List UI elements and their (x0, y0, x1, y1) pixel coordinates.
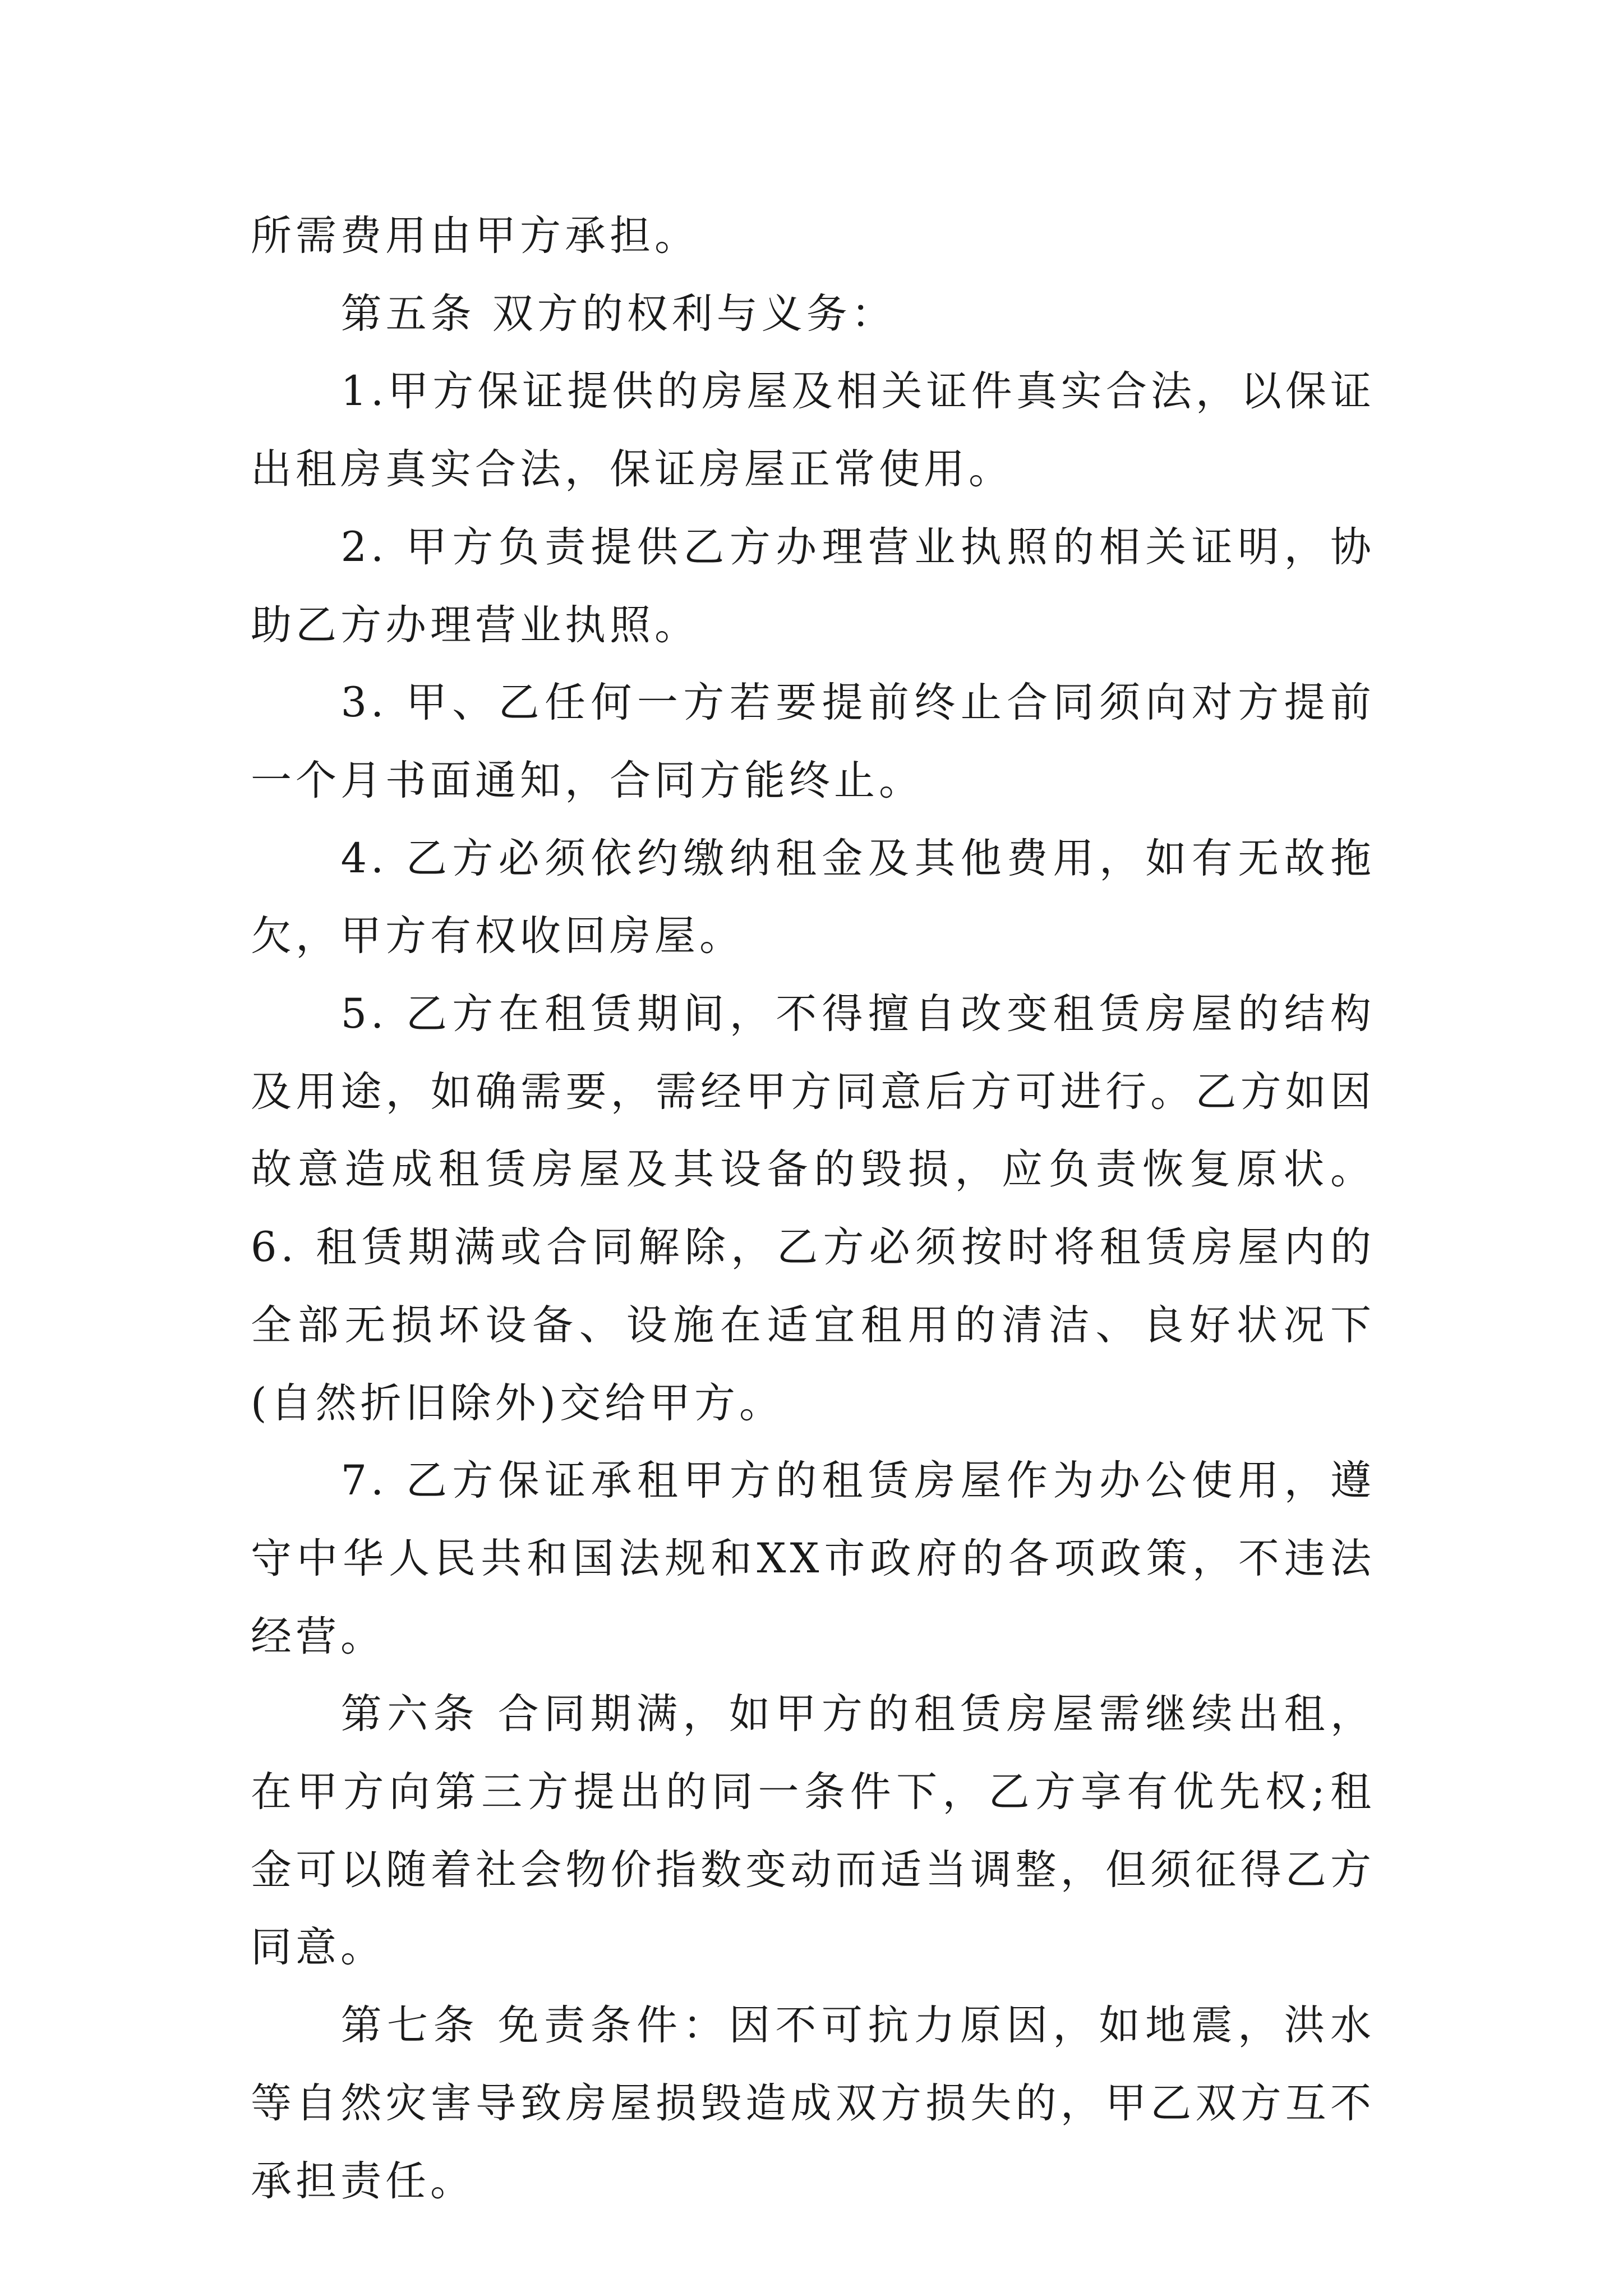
paragraph-article-5-heading: 第五条 双方的权利与义务： (340, 289, 896, 338)
paragraph-article-6: 第六条 合同期满，如甲方的租赁房屋需继续出租，在甲方向第三方提出的同一条件下，乙方享有优先权;租金可以随着社会物价指数变动而适当调整，但须征得乙方同意。 (251, 1690, 1375, 1972)
paragraph-item-4: 4. 乙方必须依约缴纳租金及其他费用，如有无故拖欠，甲方有权收回房屋。 (251, 834, 1375, 960)
paragraph-item-5-6: 5. 乙方在租赁期间，不得擅自改变租赁房屋的结构及用途，如确需要，需经甲方同意后方可进行。乙方如因故意造成租赁房屋及其设备的毁损，应负责恢复原状。 6. 租赁期满或合同解除，乙方必须按时将租赁房屋内的全部无损坏设备、设施在适宜租用的清洁、良好状况下(自然折旧除外)交给甲方。 (251, 990, 1375, 1427)
paragraph-article-7: 第七条 免责条件：因不可抗力原因，如地震，洪水等自然灾害导致房屋损毁造成双方损失的，甲乙双方互不承担责任。 (251, 2001, 1375, 2205)
paragraph-item-1: 1.甲方保证提供的房屋及相关证件真实合法，以保证出租房真实合法，保证房屋正常使用。 (251, 367, 1375, 494)
paragraph-item-2: 2. 甲方负责提供乙方办理营业执照的相关证明，协助乙方办理营业执照。 (251, 523, 1375, 649)
paragraph-item-7: 7. 乙方保证承租甲方的租赁房屋作为办公使用，遵守中华人民共和国法规和XX市政府的各项政策，不违法经营。 (251, 1457, 1375, 1660)
document-body (251, 197, 1375, 2220)
paragraph-continuation: 所需费用由甲方承担。 (251, 212, 699, 260)
paragraph-item-3: 3. 甲、乙任何一方若要提前终止合同须向对方提前一个月书面通知，合同方能终止。 (251, 679, 1375, 804)
